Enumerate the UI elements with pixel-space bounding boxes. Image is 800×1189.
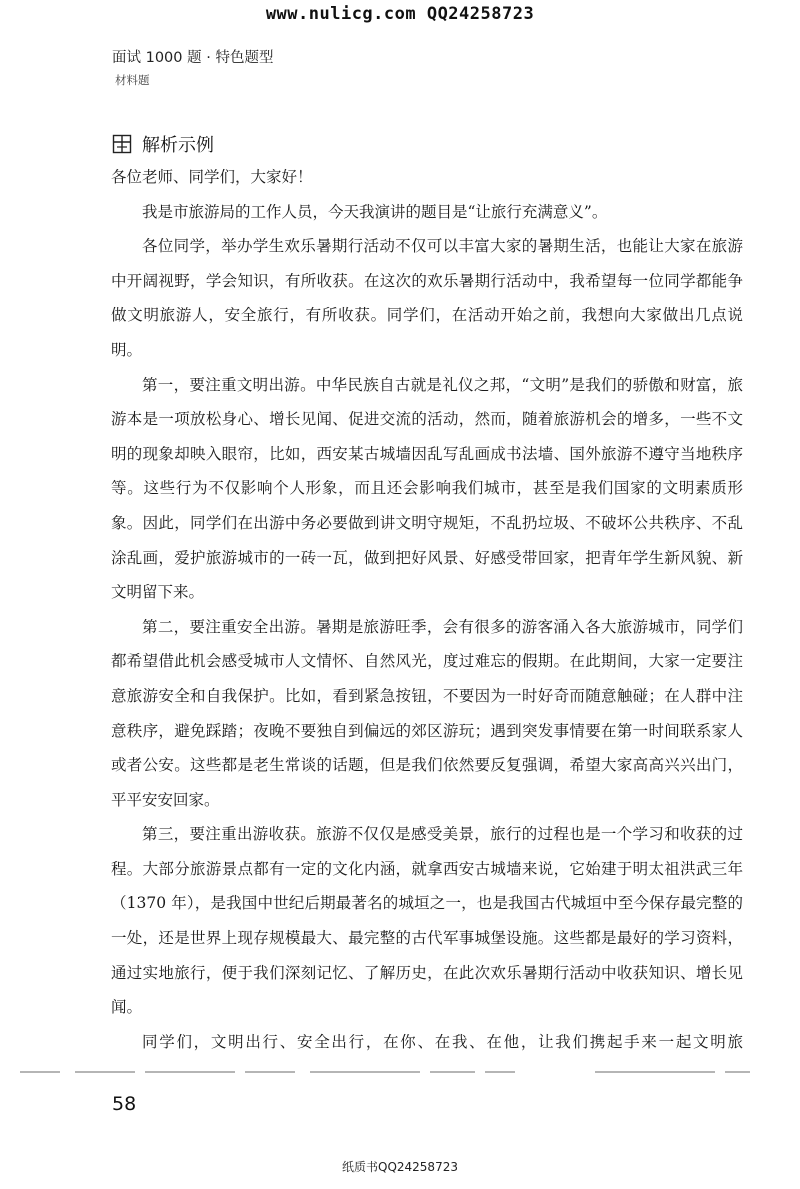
page-number: 58 (112, 1093, 137, 1115)
paragraph-point-three: 第三，要注重出游收获。旅游不仅仅是感受美景，旅行的过程也是一个学习和收获的过程。大部分旅游景点都有一定的文化内涵，就拿西安古城墙来说，它始建于明太祖洪武三年（1370 年），是我国中世纪后期最著名的城垣之一，也是我国古代城垣中至今保存最完整的一处，还是世界上现存规模最大、最完整的古代军事城堡设施。这些都是最好的学习资料，通过实地旅行，便于我们深刻记忆、了解历史，在此次欢乐暑期行活动中收获知识、增长见闻。 (111, 825, 743, 1017)
running-head-subtitle: 材料题 (115, 73, 150, 87)
grid-box-icon (112, 134, 132, 154)
body-text (111, 160, 743, 1059)
scan-artifact-strip (20, 1069, 750, 1075)
running-head-title: 面试 1000 题 · 特色题型 (112, 50, 274, 66)
section-heading-text: 解析示例 (142, 135, 214, 156)
watermark-bottom: 纸质书QQ24258723 (342, 1160, 458, 1174)
paragraph-point-two: 第二，要注重安全出游。暑期是旅游旺季，会有很多的游客涌入各大旅游城市，同学们都希望借此机会感受城市人文情怀、自然风光，度过难忘的假期。在此期间，大家一定要注意旅游安全和自我保护。比如，看到紧急按钮，不要因为一时好奇而随意触碰；在人群中注意秩序，避免踩踏；夜晚不要独自到偏远的郊区游玩；遇到突发事情要在第一时间联系家人或者公安。这些都是老生常谈的话题，但是我们依然要反复强调，希望大家高高兴兴出门，平平安安回家。 (111, 617, 743, 809)
paragraph-point-one: 第一，要注重文明出游。中华民族自古就是礼仪之邦，“文明”是我们的骄傲和财富，旅游本是一项放松身心、增长见闻、促进交流的活动，然而，随着旅游机会的增多，一些不文明的现象却映入眼帘，比如，西安某古城墙因乱写乱画成书法墙、国外旅游不遵守当地秩序等。这些行为不仅影响个人形象，而且还会影响我们城市，甚至是我们国家的文明素质形象。因此，同学们在出游中务必要做到讲文明守规矩，不乱扔垃圾、不破坏公共秩序、不乱涂乱画，爱护旅游城市的一砖一瓦，做到把好风景、好感受带回家，把青年学生新风貌、新文明留下来。 (111, 375, 743, 602)
paragraph-overview: 各位同学，举办学生欢乐暑期行活动不仅可以丰富大家的暑期生活，也能让大家在旅游中开阔视野，学会知识，有所收获。在这次的欢乐暑期行活动中，我希望每一位同学都能争做文明旅游人，安全旅行，有所收获。同学们，在活动开始之前，我想向大家做出几点说明。 (111, 237, 743, 359)
greeting: 各位老师、同学们，大家好！ (111, 168, 313, 186)
paragraph-intro: 我是市旅游局的工作人员，今天我演讲的题目是“让旅行充满意义”。 (142, 202, 608, 221)
paragraph-closing: 同学们，文明出行、安全出行，在你、在我、在他，让我们携起手来一起文明旅 (142, 1032, 743, 1051)
section-heading (112, 131, 214, 157)
watermark-top: www.nulicg.com QQ24258723 (265, 4, 535, 24)
